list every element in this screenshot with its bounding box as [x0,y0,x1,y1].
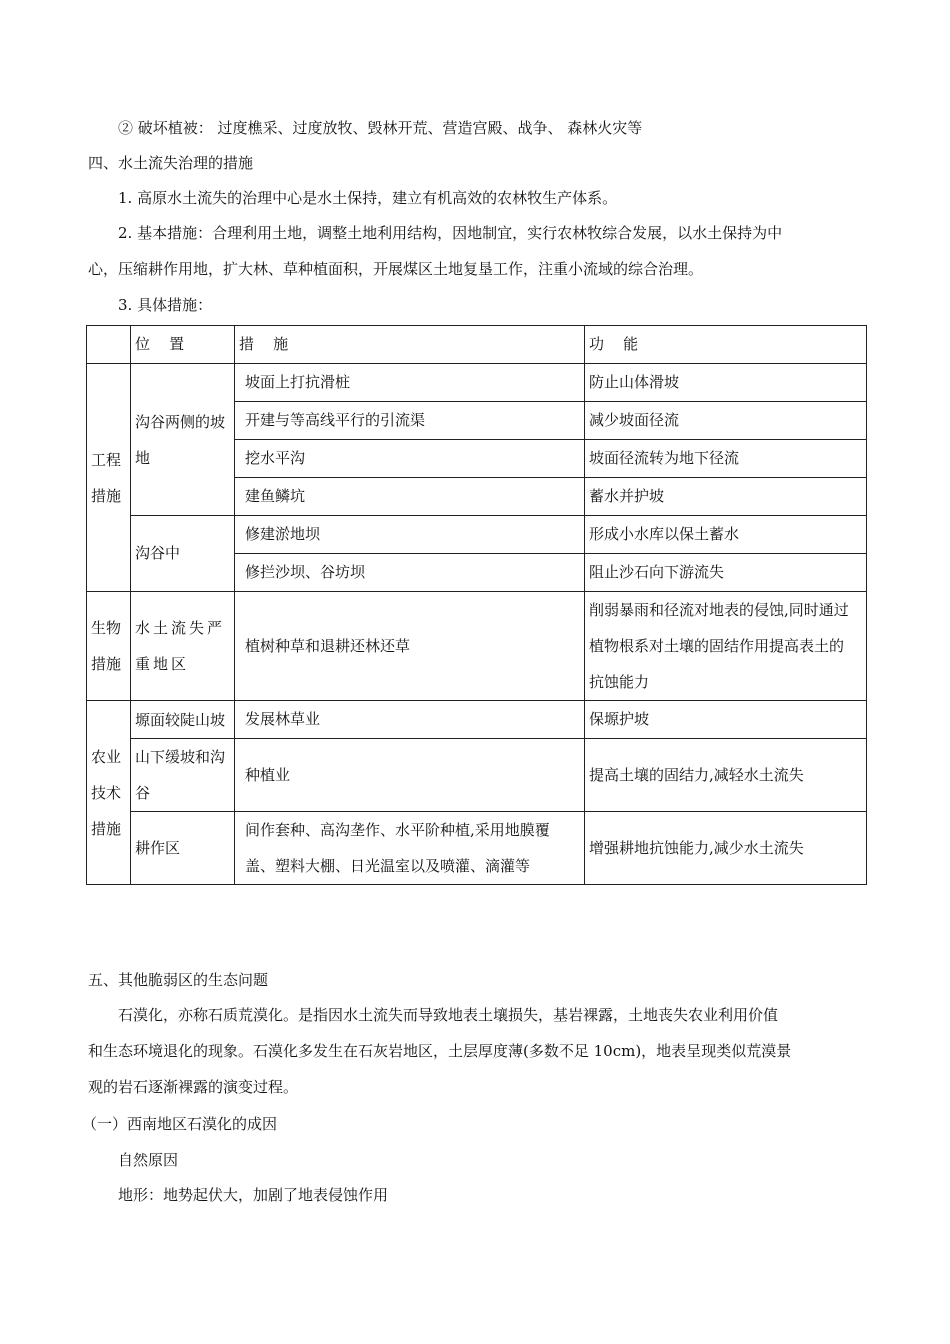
function-cell: 削弱暴雨和径流对地表的侵蚀,同时通过植物根系对土壤的固结作用提高表土的抗蚀能力 [585,592,867,701]
header-blank [87,326,131,364]
function-cell: 坡面径流转为地下径流 [585,440,867,478]
function-cell: 形成小水库以保土蓄水 [585,516,867,554]
table-row [87,592,867,701]
header-location: 位 置 [131,326,235,364]
table-header-row [87,326,867,364]
header-measure: 措 施 [235,326,585,364]
function-cell: 阻止沙石向下游流失 [585,554,867,592]
location-cell: 耕作区 [131,812,235,885]
item-3: 3. 具体措施： [118,296,213,314]
location-gully: 沟谷中 [131,516,235,592]
measures-table [86,325,867,885]
damage-vegetation-line: ② 破坏植被： 过度樵采、过度放牧、毁林开荒、营造宫殿、战争、 森林火灾等 [118,119,643,137]
measure-cell: 修建淤地坝 [235,516,585,554]
function-cell: 提高土壤的固结力,减轻水土流失 [585,739,867,812]
sub1-title: （一）西南地区石漠化的成因 [82,1115,278,1133]
table-row [87,701,867,739]
location-cell: 塬面较陡山坡 [131,701,235,739]
function-cell: 减少坡面径流 [585,402,867,440]
function-cell: 增强耕地抗蚀能力,减少水土流失 [585,812,867,885]
function-cell: 防止山体滑坡 [585,364,867,402]
measure-cell: 修拦沙坝、谷坊坝 [235,554,585,592]
measure-cell: 建鱼鳞坑 [235,478,585,516]
measure-cell: 发展林草业 [235,701,585,739]
measure-cell: 间作套种、高沟垄作、水平阶种植,采用地膜覆盖、塑料大棚、日光温室以及喷灌、滴灌等 [235,812,585,885]
header-function: 功 能 [585,326,867,364]
table-row [87,516,867,554]
table-row [87,739,867,812]
measure-cell: 开建与等高线平行的引流渠 [235,402,585,440]
para5-line1: 石漠化，亦称石质荒漠化。是指因水土流失而导致地表土壤损失，基岩裸露，土地丧失农业利用价值 [118,1006,779,1024]
measure-cell: 种植业 [235,739,585,812]
table-row [87,812,867,885]
item-2-line1: 2. 基本措施：合理利用土地，调整土地利用结构，因地制宜，实行农林牧综合发展，以水土保持为中 [118,224,783,242]
category-biological: 生物措施 [87,592,131,701]
section5-title: 五、其他脆弱区的生态问题 [88,971,269,989]
section4-title: 四、水土流失治理的措施 [88,154,254,172]
location-severe-area: 水土流失严重地区 [131,592,235,701]
location-cell: 山下缓坡和沟谷 [131,739,235,812]
item-2-line2: 心，压缩耕作用地，扩大林、草种植面积，开展煤区土地复垦工作，注重小流域的综合治理。 [88,260,704,278]
terrain-line: 地形：地势起伏大，加剧了地表侵蚀作用 [118,1186,389,1204]
item-1: 1. 高原水土流失的治理中心是水土保持，建立有机高效的农林牧生产体系。 [118,189,618,207]
natural-causes: 自然原因 [118,1151,179,1169]
table-row [87,364,867,402]
measure-cell: 坡面上打抗滑桩 [235,364,585,402]
para5-line2: 和生态环境退化的现象。石漠化多发生在石灰岩地区，土层厚度薄(多数不足 10cm)，地表呈现类似荒漠景 [88,1042,792,1060]
para5-line3: 观的岩石逐渐裸露的演变过程。 [88,1078,299,1096]
function-cell: 蓄水并护坡 [585,478,867,516]
function-cell: 保塬护坡 [585,701,867,739]
category-engineering: 工程措施 [87,364,131,592]
category-agricultural: 农业技术措施 [87,701,131,885]
measure-cell: 挖水平沟 [235,440,585,478]
location-slopes: 沟谷两侧的坡地 [131,364,235,516]
measure-cell: 植树种草和退耕还林还草 [235,592,585,701]
